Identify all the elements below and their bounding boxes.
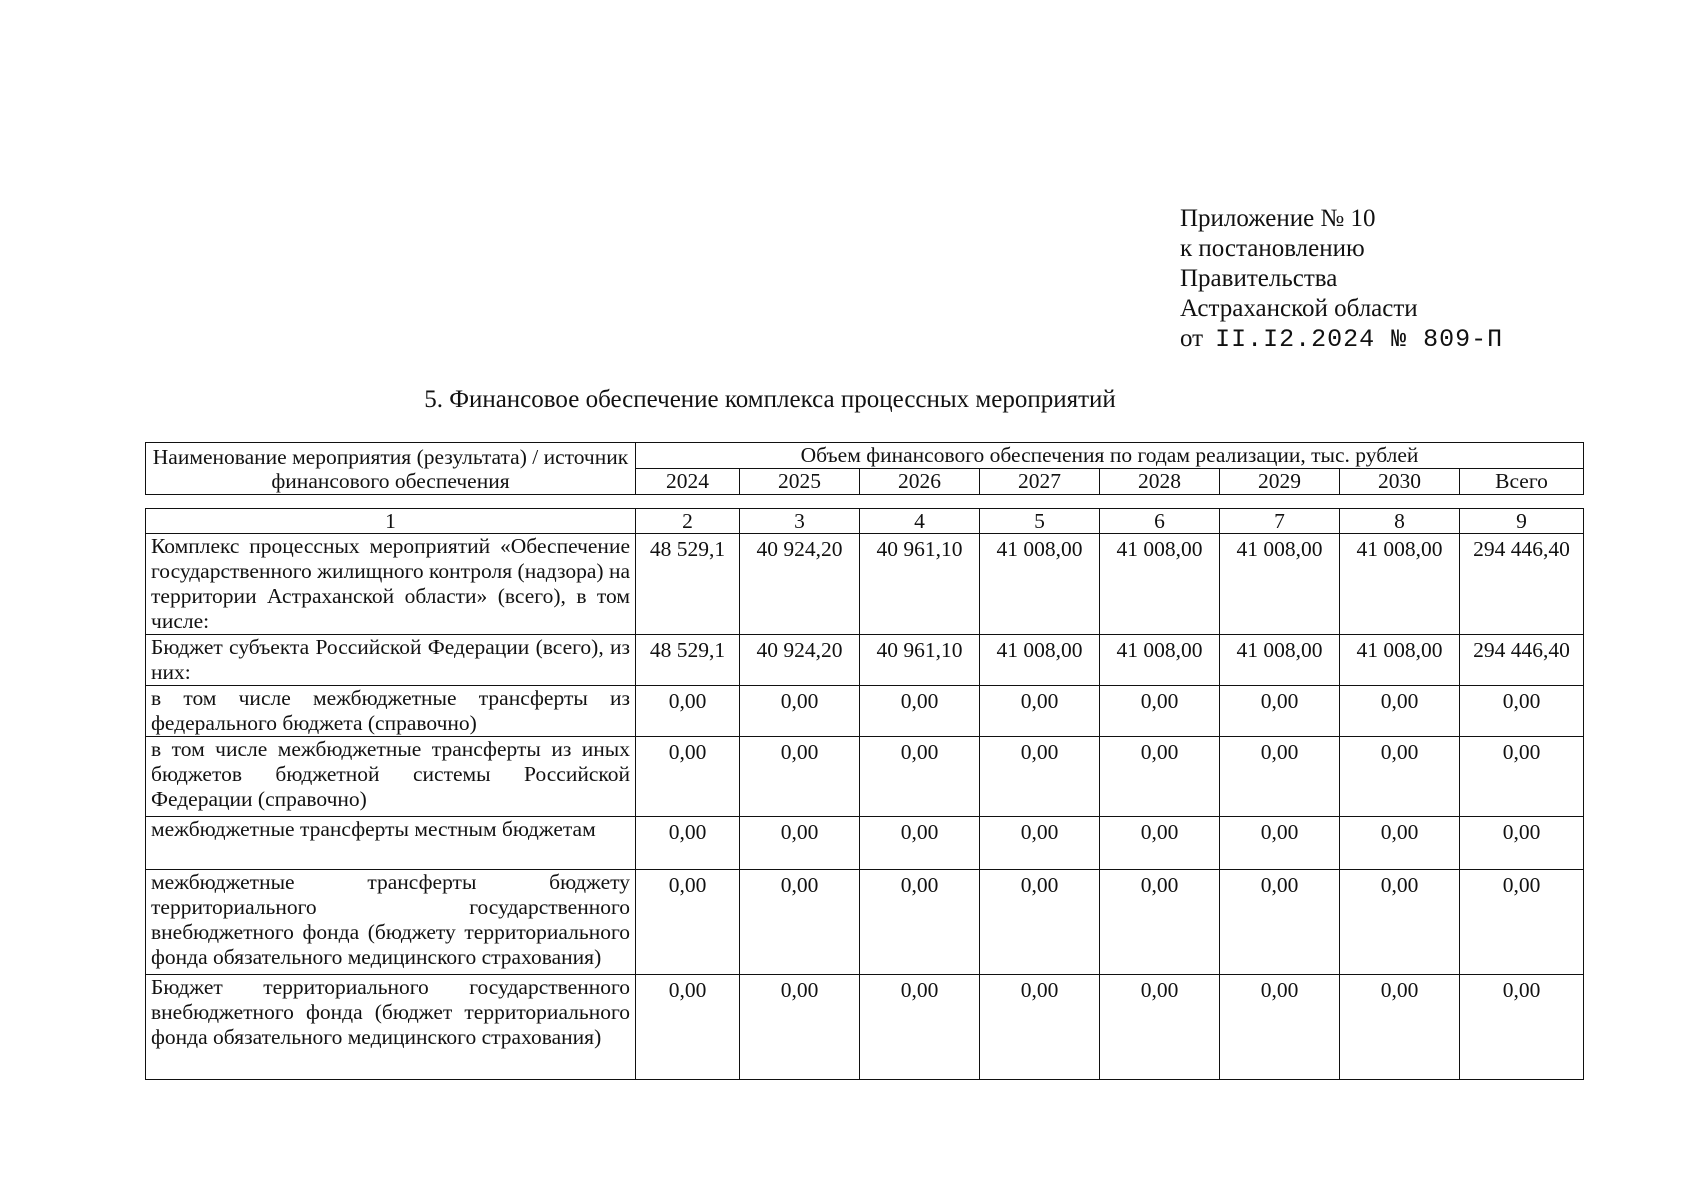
value-cell: 40 961,10: [860, 635, 980, 686]
value-cell: 0,00: [860, 975, 980, 1080]
column-number: 9: [1460, 509, 1584, 534]
value-cell: 0,00: [1100, 975, 1220, 1080]
column-number: 8: [1340, 509, 1460, 534]
appendix-line-2: к постановлению: [1180, 235, 1365, 262]
value-cell: 0,00: [636, 975, 740, 1080]
value-cell: 41 008,00: [980, 635, 1100, 686]
column-number-row: [146, 509, 1584, 534]
value-cell: 0,00: [636, 737, 740, 817]
value-cell: 0,00: [1100, 870, 1220, 975]
value-cell: 0,00: [740, 975, 860, 1080]
value-cell: 48 529,1: [636, 534, 740, 635]
row-label: межбюджетные трансферты местным бюджетам: [146, 817, 636, 870]
value-cell: 0,00: [860, 737, 980, 817]
year-header: 2028: [1100, 469, 1220, 495]
value-cell: 0,00: [1340, 686, 1460, 737]
value-cell: 41 008,00: [1340, 635, 1460, 686]
year-header: 2029: [1220, 469, 1340, 495]
document-title: 5. Финансовое обеспечение комплекса процессных мероприятий: [424, 386, 1116, 413]
total-cell: 294 446,40: [1460, 534, 1584, 635]
value-cell: 0,00: [860, 686, 980, 737]
row-label: Бюджет субъекта Российской Федерации (всего), из них:: [146, 635, 636, 686]
year-header: 2025: [740, 469, 860, 495]
value-cell: 0,00: [980, 817, 1100, 870]
value-cell: 40 924,20: [740, 534, 860, 635]
value-cell: 41 008,00: [1100, 534, 1220, 635]
table-header: [145, 442, 1584, 495]
row-label: Комплекс процессных мероприятий «Обеспечение государственного жилищного контроля (надзора) на территории Астраханской области» (всего), в том числе:: [146, 534, 636, 635]
year-header: 2026: [860, 469, 980, 495]
value-cell: 0,00: [1340, 817, 1460, 870]
value-cell: 40 961,10: [860, 534, 980, 635]
year-header: 2024: [636, 469, 740, 495]
appendix-date-number: II.I2.2024 № 809-П: [1215, 325, 1504, 354]
column-number: 3: [740, 509, 860, 534]
value-cell: 41 008,00: [980, 534, 1100, 635]
column-number: 2: [636, 509, 740, 534]
value-cell: 0,00: [1220, 870, 1340, 975]
appendix-line-3: Правительства: [1180, 265, 1338, 292]
column-number: 7: [1220, 509, 1340, 534]
value-cell: 0,00: [1340, 975, 1460, 1080]
value-cell: 41 008,00: [1340, 534, 1460, 635]
value-cell: 41 008,00: [1220, 635, 1340, 686]
value-cell: 0,00: [1340, 737, 1460, 817]
financing-table: [145, 508, 1584, 1080]
volume-column-header: Объем финансового обеспечения по годам реализации, тыс. рублей: [636, 443, 1584, 469]
appendix-line-1: Приложение № 10: [1180, 205, 1376, 232]
total-header: Всего: [1460, 469, 1584, 495]
total-cell: 0,00: [1460, 737, 1584, 817]
value-cell: 0,00: [1220, 817, 1340, 870]
total-cell: 0,00: [1460, 686, 1584, 737]
table-row: [146, 870, 1584, 975]
value-cell: 40 924,20: [740, 635, 860, 686]
value-cell: 0,00: [860, 870, 980, 975]
value-cell: 0,00: [1100, 817, 1220, 870]
value-cell: 0,00: [740, 870, 860, 975]
value-cell: 0,00: [980, 686, 1100, 737]
value-cell: 0,00: [740, 686, 860, 737]
value-cell: 0,00: [1100, 737, 1220, 817]
value-cell: 0,00: [636, 870, 740, 975]
table-row: [146, 817, 1584, 870]
total-cell: 294 446,40: [1460, 635, 1584, 686]
value-cell: 0,00: [636, 817, 740, 870]
total-cell: 0,00: [1460, 817, 1584, 870]
column-number: 4: [860, 509, 980, 534]
value-cell: 0,00: [1340, 870, 1460, 975]
value-cell: 0,00: [980, 737, 1100, 817]
appendix-prefix: от: [1180, 325, 1204, 352]
appendix-block: [1180, 204, 1503, 355]
column-number: 5: [980, 509, 1100, 534]
value-cell: 0,00: [1100, 686, 1220, 737]
value-cell: 0,00: [636, 686, 740, 737]
year-header: 2030: [1340, 469, 1460, 495]
appendix-line-4: Астраханской области: [1180, 295, 1418, 322]
value-cell: 0,00: [1220, 975, 1340, 1080]
year-header: 2027: [980, 469, 1100, 495]
row-label: межбюджетные трансферты бюджету территориального государственного внебюджетного фонда (бюджету территориального фонда обязательного медицинского страхования): [146, 870, 636, 975]
value-cell: 0,00: [740, 737, 860, 817]
value-cell: 41 008,00: [1220, 534, 1340, 635]
value-cell: 0,00: [1220, 686, 1340, 737]
row-label: в том числе межбюджетные трансферты из иных бюджетов бюджетной системы Российской Федерации (справочно): [146, 737, 636, 817]
value-cell: 0,00: [980, 975, 1100, 1080]
value-cell: 0,00: [980, 870, 1100, 975]
table-row: [146, 534, 1584, 635]
value-cell: 48 529,1: [636, 635, 740, 686]
column-number: 1: [146, 509, 636, 534]
row-label: Бюджет территориального государственного внебюджетного фонда (бюджет территориального фонда обязательного медицинского страхования): [146, 975, 636, 1080]
value-cell: 0,00: [860, 817, 980, 870]
table-row: [146, 737, 1584, 817]
appendix-line-5: [1180, 324, 1503, 355]
name-column-header: Наименование мероприятия (результата) / источник финансового обеспечения: [146, 443, 636, 495]
row-label: в том числе межбюджетные трансферты из федерального бюджета (справочно): [146, 686, 636, 737]
value-cell: 0,00: [1220, 737, 1340, 817]
table-row: [146, 635, 1584, 686]
value-cell: 0,00: [740, 817, 860, 870]
table-row: [146, 975, 1584, 1080]
total-cell: 0,00: [1460, 975, 1584, 1080]
column-number: 6: [1100, 509, 1220, 534]
total-cell: 0,00: [1460, 870, 1584, 975]
value-cell: 41 008,00: [1100, 635, 1220, 686]
table-row: [146, 686, 1584, 737]
